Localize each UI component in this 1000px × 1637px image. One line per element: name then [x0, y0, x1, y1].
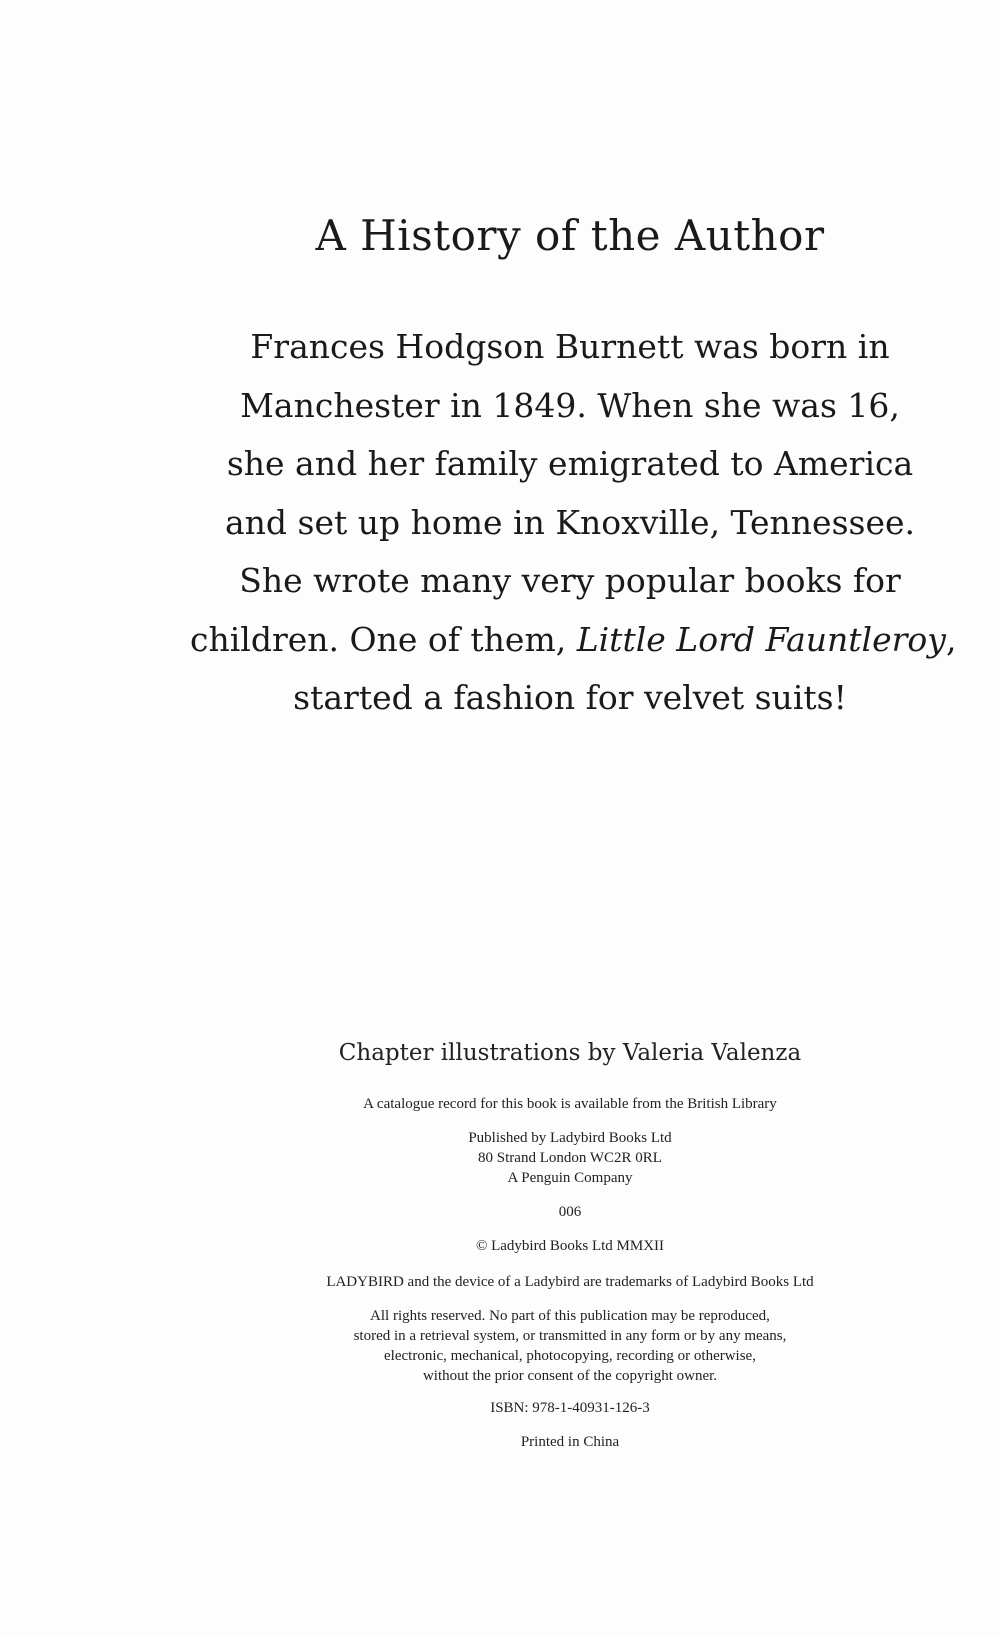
isbn: ISBN: 978-1-40931-126-3 — [490, 1400, 650, 1416]
illustrator-credit: Chapter illustrations by Valeria Valenza — [338, 1040, 802, 1066]
page-title: A History of the Author — [315, 211, 825, 260]
bio-line: She wrote many very popular books for — [239, 561, 901, 600]
rights-notice — [200, 1306, 940, 1386]
catalogue-record: A catalogue record for this book is available from the British Library — [363, 1096, 777, 1112]
trademark-notice: LADYBIRD and the device of a Ladybird are trademarks of Ladybird Books Ltd — [326, 1274, 814, 1290]
book-title: Little Lord Fauntleroy — [576, 619, 946, 659]
bio-line — [190, 611, 957, 670]
bio-line: and set up home in Knoxville, Tennessee. — [225, 502, 915, 542]
publisher-company: A Penguin Company — [507, 1170, 633, 1186]
rights-line: without the prior consent of the copyright owner. — [422, 1368, 718, 1384]
bio-line: she and her family emigrated to America — [226, 444, 914, 483]
copyright-notice: © Ladybird Books Ltd MMXII — [475, 1238, 665, 1254]
bio-text: , — [945, 619, 957, 659]
bio-line: started a fashion for velvet suits! — [293, 678, 847, 717]
rights-line: All rights reserved. No part of this publication may be reproduced, — [370, 1308, 770, 1324]
publisher-info — [200, 1128, 940, 1188]
bio-line: Frances Hodgson Burnett was born in — [250, 327, 890, 366]
rights-line: stored in a retrieval system, or transmitted in any form or by any means, — [353, 1328, 787, 1344]
rights-line: electronic, mechanical, photocopying, recording or otherwise, — [384, 1348, 756, 1364]
bio-text: children. One of them, — [190, 619, 577, 659]
print-number: 006 — [558, 1204, 582, 1220]
bio-line: Manchester in 1849. When she was 16, — [240, 385, 900, 425]
printed-location: Printed in China — [520, 1434, 620, 1450]
publisher-name: Published by Ladybird Books Ltd — [468, 1130, 672, 1146]
author-biography — [190, 318, 957, 728]
publisher-address: 80 Strand London WC2R 0RL — [478, 1150, 662, 1166]
